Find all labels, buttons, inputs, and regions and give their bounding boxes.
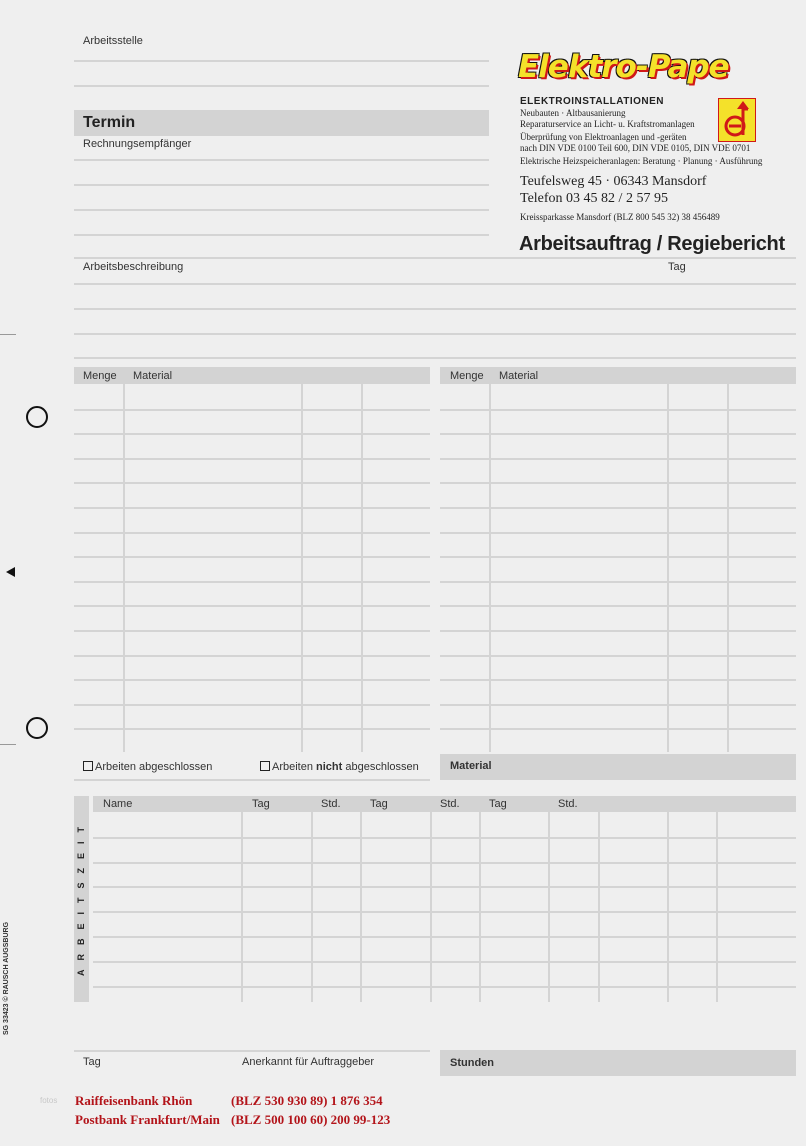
material-row-line (440, 728, 796, 730)
material-right-material: Material (499, 370, 539, 382)
material-row-line (74, 556, 430, 558)
company-emblem (718, 98, 756, 142)
stunden-label: Stunden (450, 1057, 494, 1069)
az-header-std-1: Std. (321, 798, 341, 810)
checkbox-not-done[interactable] (260, 761, 419, 773)
arbeitszeit-col-line (430, 812, 432, 1002)
punch-hole-top (26, 406, 48, 428)
material-row-line (74, 728, 430, 730)
material-row-line (74, 433, 430, 435)
arbeitszeit-col-line (548, 812, 550, 1002)
az-header-tag-1: Tag (252, 798, 270, 810)
checkbox-done-box[interactable] (83, 761, 93, 771)
arbeitsstelle-line-2[interactable] (74, 85, 489, 87)
material-total-label: Material (450, 760, 492, 772)
material-col-line (301, 384, 303, 752)
bank-2-name: Postbank Frankfurt/Main (75, 1112, 220, 1127)
beschreibung-line-4[interactable] (74, 357, 796, 359)
arbeitszeit-col-line (667, 812, 669, 1002)
tiny-left-text: fotos (40, 1096, 58, 1105)
checkbox-done-label: Arbeiten abgeschlossen (95, 761, 213, 773)
material-right-menge: Menge (450, 370, 484, 382)
punch-hole-bottom (26, 717, 48, 739)
company-line-2: Reparaturservice an Licht- u. Kraftstromanlagen (520, 119, 695, 129)
fold-mark-top (0, 334, 16, 335)
arbeitszeit-row-line (93, 911, 796, 913)
material-row-line (74, 581, 430, 583)
material-right-header (440, 367, 796, 384)
company-heading: ELEKTROINSTALLATIONEN (520, 96, 665, 107)
arbeitszeit-col-line (479, 812, 481, 1002)
arbeitszeit-row-line (93, 986, 796, 988)
material-col-line (489, 384, 491, 752)
material-col-line (727, 384, 729, 752)
termin-label: Termin (83, 114, 136, 131)
material-col-line (361, 384, 363, 752)
checkbox-not-label-pre: Arbeiten (272, 761, 317, 773)
arbeitsstelle-line-1[interactable] (74, 60, 489, 62)
rechnungsempfaenger-label: Rechnungsempfänger (83, 138, 192, 150)
checkbox-not-label-post: abgeschlossen (342, 761, 419, 773)
material-row-line (74, 655, 430, 657)
arbeitszeit-row-line (93, 837, 796, 839)
company-phone: Telefon 03 45 82 / 2 57 95 (520, 191, 668, 206)
footer-sign-line[interactable] (74, 1050, 430, 1052)
material-row-line (74, 409, 430, 411)
arbeitszeit-col-line (716, 812, 718, 1002)
arbeitszeit-row-line (93, 961, 796, 963)
az-header-std-2: Std. (440, 798, 460, 810)
az-header-tag-2: Tag (370, 798, 388, 810)
material-row-line (440, 630, 796, 632)
material-col-line (667, 384, 669, 752)
bank-2-details: (BLZ 500 100 60) 200 99-123 (231, 1112, 391, 1127)
rechnung-line-2[interactable] (74, 184, 489, 186)
center-mark (6, 567, 15, 577)
arbeitszeit-row-line (93, 862, 796, 864)
arbeitszeit-side-label (74, 794, 89, 1000)
tag-label: Tag (668, 261, 686, 273)
arbeitszeit-col-line (360, 812, 362, 1002)
material-left-menge: Menge (83, 370, 117, 382)
checkbox-done[interactable] (83, 761, 212, 773)
bank-1-name: Raiffeisenbank Rhön (75, 1093, 193, 1108)
material-left-header (74, 367, 430, 384)
az-header-tag-3: Tag (489, 798, 507, 810)
document-title: Arbeitsauftrag / Regiebericht (519, 233, 785, 255)
beschreibung-line-1[interactable] (74, 283, 796, 285)
company-bank: Kreissparkasse Mansdorf (BLZ 800 545 32) 38 456489 (520, 212, 720, 222)
footer-tag-label: Tag (83, 1056, 101, 1068)
company-line-5: Elektrische Heizspeicheranlagen: Beratung · Planung · Ausführung (520, 156, 763, 166)
az-header-std-3: Std. (558, 798, 578, 810)
material-col-line (123, 384, 125, 752)
termin-bar[interactable] (74, 110, 489, 136)
material-row-line (440, 409, 796, 411)
fold-mark-bottom (0, 744, 16, 745)
material-row-line (74, 630, 430, 632)
material-row-line (440, 482, 796, 484)
company-address: Teufelsweg 45 · 06343 Mansdorf (520, 174, 707, 189)
material-row-line (440, 458, 796, 460)
material-row-line (440, 556, 796, 558)
beschreibung-line-3[interactable] (74, 333, 796, 335)
material-row-line (74, 458, 430, 460)
rechnung-line-3[interactable] (74, 209, 489, 211)
rechnung-line-1[interactable] (74, 159, 489, 161)
material-row-line (440, 507, 796, 509)
bank-1-details: (BLZ 530 930 89) 1 876 354 (231, 1093, 383, 1108)
footer-anerkannt-label: Anerkannt für Auftraggeber (242, 1056, 375, 1068)
material-row-line (440, 605, 796, 607)
beschreibung-line-2[interactable] (74, 308, 796, 310)
material-row-line (74, 532, 430, 534)
checkbox-not-done-box[interactable] (260, 761, 270, 771)
arbeitszeit-col-line (311, 812, 313, 1002)
material-row-line (440, 581, 796, 583)
material-row-line (74, 704, 430, 706)
material-row-line (440, 679, 796, 681)
az-header-name: Name (103, 798, 133, 810)
material-row-line (440, 532, 796, 534)
material-row-line (440, 433, 796, 435)
material-row-line (74, 507, 430, 509)
company-line-3: Überprüfung von Elektroanlagen und -geräten (520, 132, 687, 142)
material-row-line (74, 605, 430, 607)
arbeitsbeschreibung-label: Arbeitsbeschreibung (83, 261, 184, 273)
material-row-line (74, 482, 430, 484)
rechnung-line-5[interactable] (74, 257, 796, 259)
material-left-material: Material (133, 370, 173, 382)
arbeitszeit-col-line (598, 812, 600, 1002)
company-logo: Elektro-Pape (518, 49, 729, 85)
arbeitszeit-row-line (93, 886, 796, 888)
print-code: SG 33423 © RAUSCH AUGSBURG (3, 921, 10, 1035)
arbeitsstelle-label: Arbeitsstelle (83, 35, 143, 47)
arbeitszeit-row-line (93, 936, 796, 938)
material-row-line (74, 679, 430, 681)
arbeitszeit-col-line (241, 812, 243, 1002)
material-row-line (440, 704, 796, 706)
arbeitszeit-side-text: ARBEITSZEIT (76, 818, 86, 977)
rechnung-line-4[interactable] (74, 234, 489, 236)
checkbox-not-label-bold: nicht (316, 761, 343, 773)
company-line-1: Neubauten · Altbausanierung (520, 108, 626, 118)
checkbox-underline (74, 779, 430, 781)
material-total-bar[interactable] (440, 754, 796, 780)
material-row-line (440, 655, 796, 657)
company-line-4: nach DIN VDE 0100 Teil 600, DIN VDE 0105, DIN VDE 0701 (520, 143, 751, 153)
